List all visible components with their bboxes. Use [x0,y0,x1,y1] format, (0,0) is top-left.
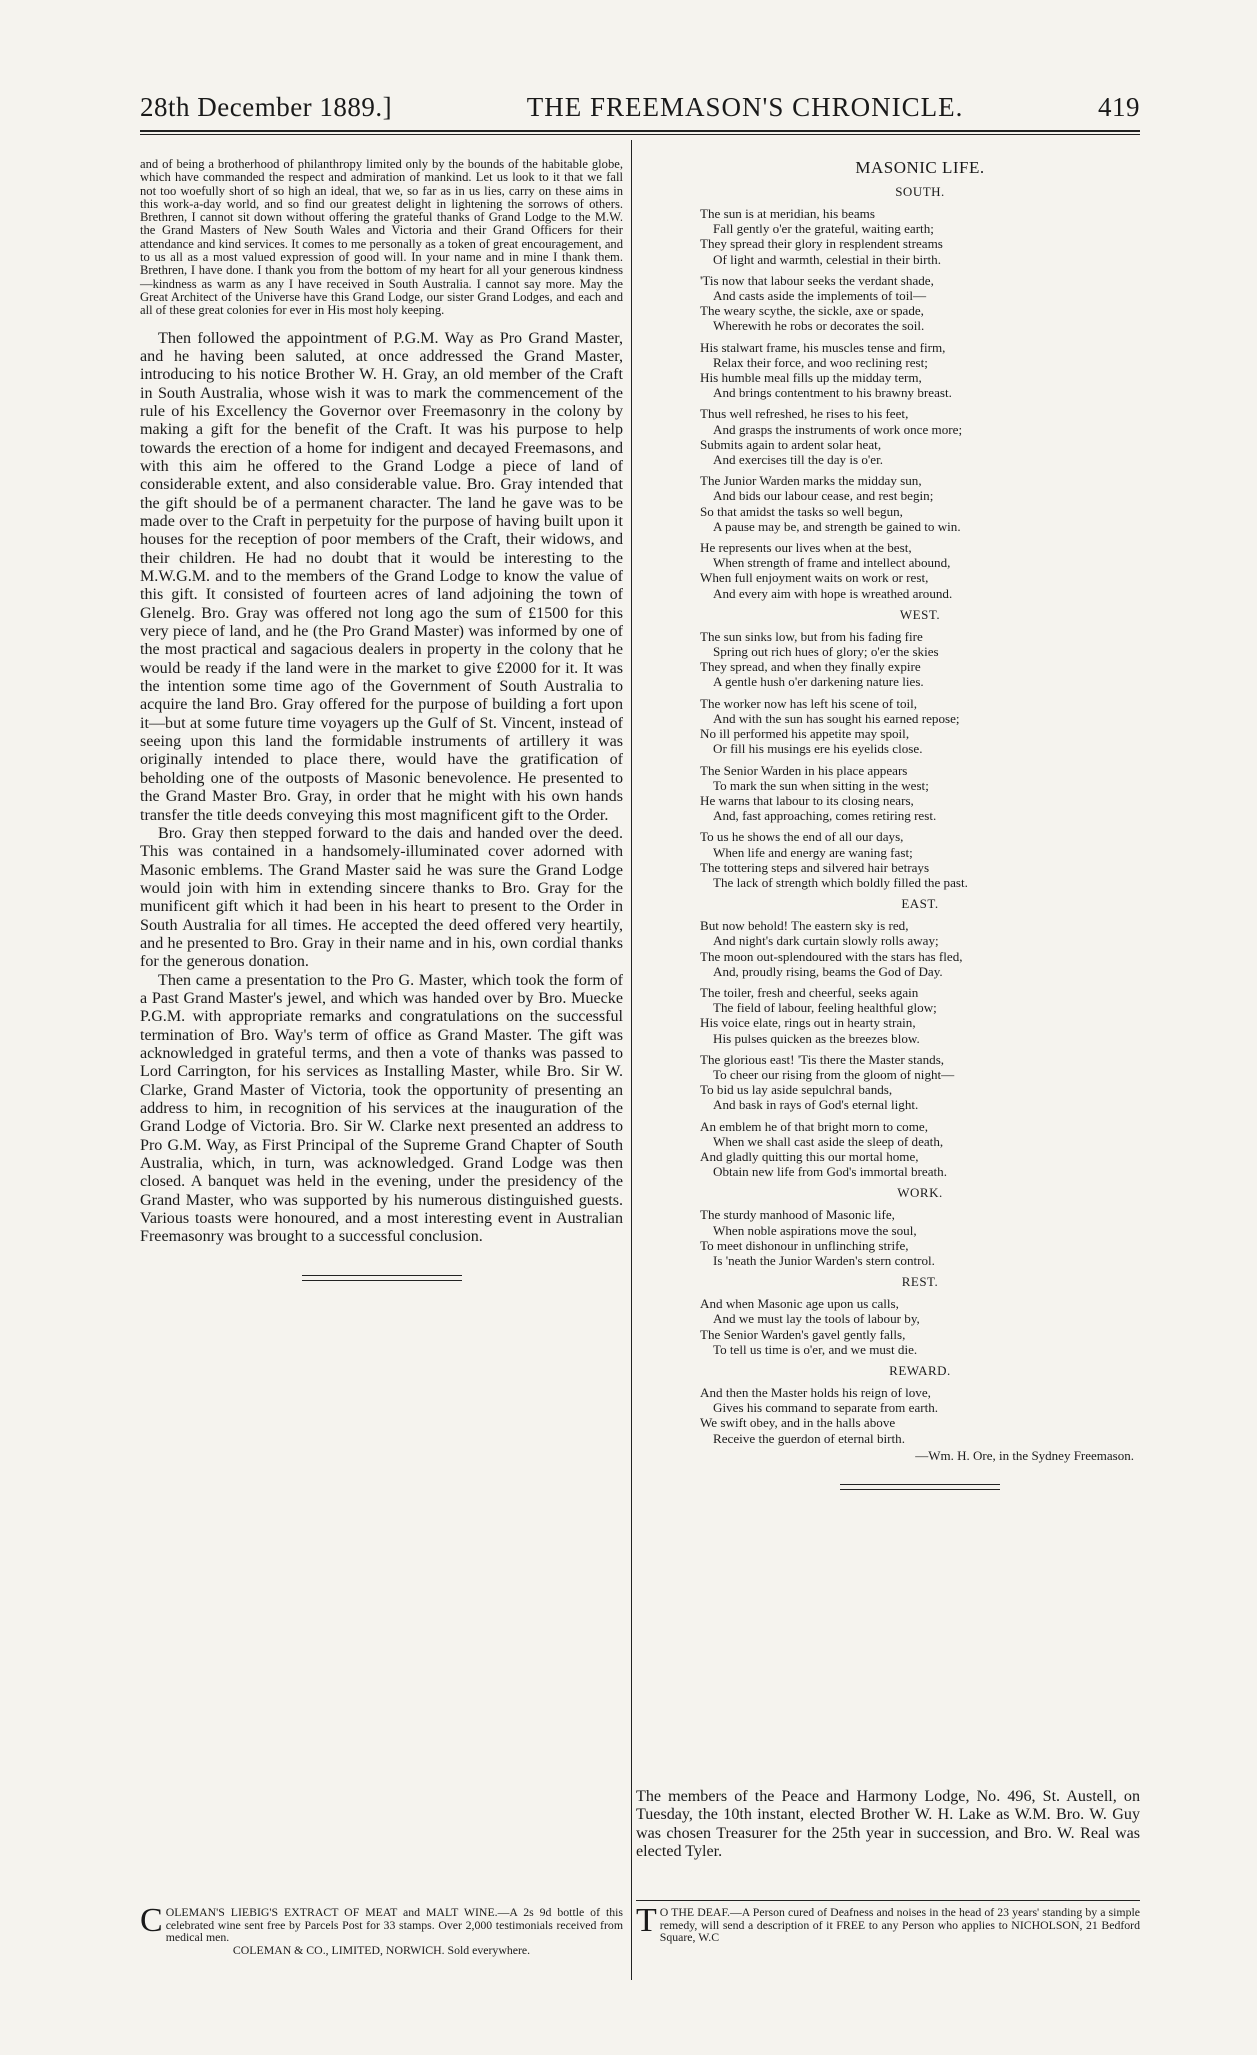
poem-line: The field of labour, feeling healthful glow; [713,1000,937,1016]
poem-line: And then the Master holds his reign of love, [700,1385,931,1400]
poem-line: When life and energy are waning fast; [713,844,913,860]
poem-line: The moon out-splendoured with the stars has fled, [700,948,963,964]
header-rule [140,130,1140,132]
poem-line: He warns that labour to its closing nears, [700,792,914,808]
poem-line: And when Masonic age upon us calls, [700,1296,899,1312]
publication-title: THE FREEMASON'S CHRONICLE. [526,92,964,122]
section-divider [302,1280,462,1281]
column-divider [631,140,632,1980]
poem-line: To bid us lay aside sepulchral bands, [700,1082,893,1098]
poem-line: And, fast approaching, comes retiring rest. [713,808,937,824]
poem-line: Fall gently o'er the grateful, waiting earth; [713,221,934,237]
poem-line: Relax their force, and woo reclining rest; [713,354,928,370]
poem-stanza [700,985,1140,1046]
poem-line: Or fill his musings ere his eyelids close. [713,741,923,757]
poem-stanza [700,763,1140,824]
poem-line: But now behold! The eastern sky is red, [700,918,909,934]
section-divider [302,1275,462,1276]
header-rule-thin [140,134,1140,135]
ad-text: OLEMAN'S LIEBIG'S EXTRACT OF MEAT and MALT WINE.—A 2s 9d bottle of this celebrated wine sent free by Parcels Post for 33 stamps. Over 2,000 testimonials received from medical men. [165,1905,623,1945]
masthead [140,92,1140,126]
poem-line: The glorious east! 'Tis there the Master stands, [700,1051,945,1067]
poem-line: Submits again to ardent solar heat, [700,436,882,452]
left-column [140,158,623,1281]
poem-line: And gladly quitting this our mortal home, [700,1148,919,1164]
poem-line: Spring out rich hues of glory; o'er the skies [713,644,939,660]
poem-stanza [700,340,1140,401]
poem-line: Of light and warmth, celestial in their birth. [713,251,941,267]
article-paragraph: Bro. Gray then stepped forward to the dais and handed over the deed. This was contained in a handsomely-illuminated cover adorned with Masonic emblems. The Grand Master said he was sure the Grand Lodge would join with him in extending sincere thanks to Bro. Gray for the munificent gift which it had been in his heart to present to the Order in South Australia for all times. He accepted the deed offered very heartily, and he presented to Bro. Gray in their name and in his, own cordial thanks for the generous donation. [140,824,623,971]
poem-line: A gentle hush o'er darkening nature lies. [713,674,924,690]
poem-stanza [700,829,1140,890]
drop-cap: T [636,1902,657,1939]
poem-line: And exercises till the day is o'er. [713,452,883,468]
poem-line: When strength of frame and intellect abound, [713,555,951,571]
issue-date: 28th December 1889.] [140,92,393,122]
poem-line: To us he shows the end of all our days, [700,829,904,845]
poem-line: And bids our labour cease, and rest begin; [713,488,934,504]
poem-line: And casts aside the implements of toil— [713,288,927,304]
poem-line: And bask in rays of God's eternal light. [713,1097,919,1113]
section-divider [840,1484,1000,1485]
poem-line: To tell us time is o'er, and we must die. [713,1341,918,1357]
poem-line: We swift obey, and in the halls above [700,1415,896,1431]
poem-stanza [700,696,1140,757]
poem-line: The toiler, fresh and cheerful, seeks again [700,984,919,1000]
poem-line: To meet dishonour in unflinching strife, [700,1237,909,1253]
ad-footer: COLEMAN & CO., LIMITED, NORWICH. Sold everywhere. [232,1942,531,1957]
poem-line: The weary scythe, the sickle, axe or spade, [700,303,924,319]
poem-section-heading: WEST. [899,606,941,622]
poem-stanza [700,206,1140,267]
poem-stanza [700,540,1140,601]
poem-stanza [700,1296,1140,1357]
poem-line: The sun sinks low, but from his fading fire [700,628,923,644]
poem-line: An emblem he of that bright morn to come, [700,1118,928,1134]
poem-section-heading: EAST. [901,896,939,912]
poem-line: The sturdy manhood of Masonic life, [700,1207,895,1223]
poem-line: And we must lay the tools of labour by, [713,1311,920,1327]
article-paragraph: Then came a presentation to the Pro G. Master, which took the form of a Past Grand Master's jewel, and which was handed over by Bro. Muecke P.G.M. with appropriate remarks and congratulations on the successful termination of Bro. Way's term of office as Grand Master. The gift was acknowledged in grateful terms, and then a vote of thanks was passed to Lord Carrington, for his services as Installing Master, while Bro. Sir W. Clarke, Grand Master of Victoria, took the opportunity of presenting an address to him, in recognition of his services at the inauguration of the Grand Lodge of Victoria. Bro. Sir W. Clarke next presented an address to Pro G.M. Way, as First Principal of the Supreme Grand Chapter of South Australia, which, in turn, was acknowledged. Grand Lodge was then closed. A banquet was held in the evening, under the presidency of the Grand Master, who was supported by his numerous distinguished guests. Various toasts were honoured, and a most interesting event in Australian Freemasonry was brought to a successful conclusion. [140,971,623,1246]
advertisement-coleman [140,1902,623,1957]
page-number: 419 [1097,92,1140,122]
lodge-news [636,1788,1140,1861]
poem-line: And brings contentment to his brawny breast. [713,385,952,401]
poem-line: His humble meal fills up the midday term, [700,370,922,386]
ad-text: O THE DEAF.—A Person cured of Deafness and noises in the head of 23 years' standing by a simple remedy, will send a description of it FREE to any Person who applies to NICHOLSON, 21 Bedford Square, W.C [659,1905,1140,1945]
poem-line: And every aim with hope is wreathed around. [713,585,953,601]
poem-line: When full enjoyment waits on work or rest, [700,570,929,586]
poem-line: Obtain new life from God's immortal breath. [713,1164,947,1180]
right-column [700,158,1140,1490]
poem-line: And grasps the instruments of work once more; [713,421,963,437]
poem-line: And night's dark curtain slowly rolls away; [713,933,939,949]
poem-body [700,184,1140,1446]
poem-stanza [700,1052,1140,1113]
poem-line: And, proudly rising, beams the God of Day. [713,963,943,979]
poem-stanza [700,473,1140,534]
news-divider [636,1900,1140,1901]
poem-line: His pulses quicken as the breezes blow. [713,1030,920,1046]
poem-line: The Senior Warden in his place appears [700,762,908,778]
poem-line: His stalwart frame, his muscles tense and firm, [700,339,946,355]
poem-credit: —Wm. H. Ore, in the Sydney Freemason. [915,1447,1134,1463]
poem-title: MASONIC LIFE. [855,158,985,177]
poem-stanza [700,1119,1140,1180]
poem-line: When we shall cast aside the sleep of death, [713,1133,944,1149]
poem-line: The Senior Warden's gavel gently falls, [700,1326,906,1342]
poem-line: To cheer our rising from the gloom of night— [713,1066,955,1082]
speech-paragraph: and of being a brotherhood of philanthropy limited only by the bounds of the habitable globe, which have commanded the respect and admiration of mankind. Let us look to it that we fall not too woefully short of so high an ideal, that we, so far as in us lies, carry on these aims in this work-a-day world, and so find our greatest delight in lightening the sorrows of others. Brethren, I cannot sit down without offering the grateful thanks of Grand Lodge to the M.W. the Grand Masters of New South Wales and Victoria and their Grand Officers for their attendance and kind services. It comes to me personally as a token of great encouragement, and to us all as a most valued expression of good will. In your name and in mine I thank them. Brethren, I have done. I thank you from the bottom of my heart for all your generous kindness—kindness as warm as any I have received in South Australia. I cannot say more. May the Great Architect of the Universe have this Grand Lodge, our sister Grand Lodges, and each and all of these great colonies for ever in His most holy keeping. [140,157,623,318]
poem-line: His voice elate, rings out in hearty strain, [700,1015,916,1031]
poem-line: The worker now has left his scene of toil, [700,695,918,711]
poem-stanza [700,273,1140,334]
lodge-news-text: The members of the Peace and Harmony Lodge, No. 496, St. Austell, on Tuesday, the 10th instant, elected Brother W. H. Lake as W.M. Bro. W. Guy was chosen Treasurer for the 25th year in succession, and Bro. W. Real was elected Tyler. [636,1788,1140,1860]
poem-stanza [700,1207,1140,1268]
section-divider [840,1489,1000,1490]
poem-section-heading: WORK. [897,1185,943,1201]
drop-cap: C [140,1902,163,1939]
poem-stanza [700,1385,1140,1446]
poem-line: To mark the sun when sitting in the west; [713,777,929,793]
poem-line: Wherewith he robs or decorates the soil. [713,318,925,334]
poem-line: The tottering steps and silvered hair betrays [700,859,930,875]
poem-line: So that amidst the tasks so well begun, [700,503,903,519]
poem-stanza [700,918,1140,979]
advertisement-deaf [636,1902,1140,1945]
poem-line: And with the sun has sought his earned repose; [713,710,960,726]
poem-section-heading: REWARD. [889,1363,951,1378]
poem-section-heading: SOUTH. [895,184,945,199]
poem-line: No ill performed his appetite may spoil, [700,726,910,742]
article-paragraph: Then followed the appointment of P.G.M. Way as Pro Grand Master, and he having been saluted, at once addressed the Grand Master, introducing to his notice Brother W. H. Gray, an old member of the Craft in South Australia, whose wish it was to mark the commencement of the rule of his Excellency the Governor over Freemasonry in the colony by making a gift for the benefit of the Craft. It was his purpose to help towards the erection of a home for indigent and decayed Freemasons, and with this aim he offered to the Grand Lodge a piece of land of considerable extent, and also considerable value. Bro. Gray intended that the gift should be of a permanent character. The land he gave was to be made over to the Craft in perpetuity for the purpose of having built upon it houses for the reception of poor members of the Craft, their widows, and their children. He had no doubt that it would be interesting to the M.W.G.M. and to the members of the Grand Lodge to know the value of this gift. It consisted of fourteen acres of land adjoining the town of Glenelg. Bro. Gray was offered not long ago the sum of £1500 for this very piece of land, and he (the Pro Grand Master) was informed by one of the most practical and sagacious dealers in property in the colony that he would be ready if the land were in the market to give £2000 for it. It was the intention some time ago of the Government of South Australia to acquire the land Bro. Gray offered for the purpose of building a fort upon it—but at some future time voyagers up the Gulf of St. Vincent, instead of seeing upon this land the formidable instruments of artillery it was originally intended to place there, would have the gratification of beholding one of the outposts of Masonic benevolence. He presented to the Grand Master Bro. Gray, in order that he might with his own hands transfer the title deeds conveying this most magnificent gift to the Order. [140,329,623,824]
poem-line: The sun is at meridian, his beams [700,206,875,221]
poem-stanza [700,629,1140,690]
poem-line: Thus well refreshed, he rises to his feet, [700,406,909,422]
poem-line: They spread their glory in resplendent streams [700,236,943,252]
poem-line: Receive the guerdon of eternal birth. [713,1430,905,1446]
poem-stanza [700,406,1140,467]
poem-line: 'Tis now that labour seeks the verdant shade, [700,272,934,288]
poem-section-heading: REST. [901,1274,939,1290]
poem-line: The Junior Warden marks the midday sun, [700,473,922,489]
poem-line: Is 'neath the Junior Warden's stern control. [713,1252,935,1268]
poem-line: He represents our lives when at the best, [700,540,912,556]
poem-line: They spread, and when they finally expire [700,659,921,675]
poem-line: When noble aspirations move the soul, [713,1222,917,1238]
poem-line: The lack of strength which boldly filled the past. [713,874,968,890]
poem-line: Gives his command to separate from earth. [713,1400,939,1416]
poem-line: A pause may be, and strength be gained to win. [713,518,961,534]
